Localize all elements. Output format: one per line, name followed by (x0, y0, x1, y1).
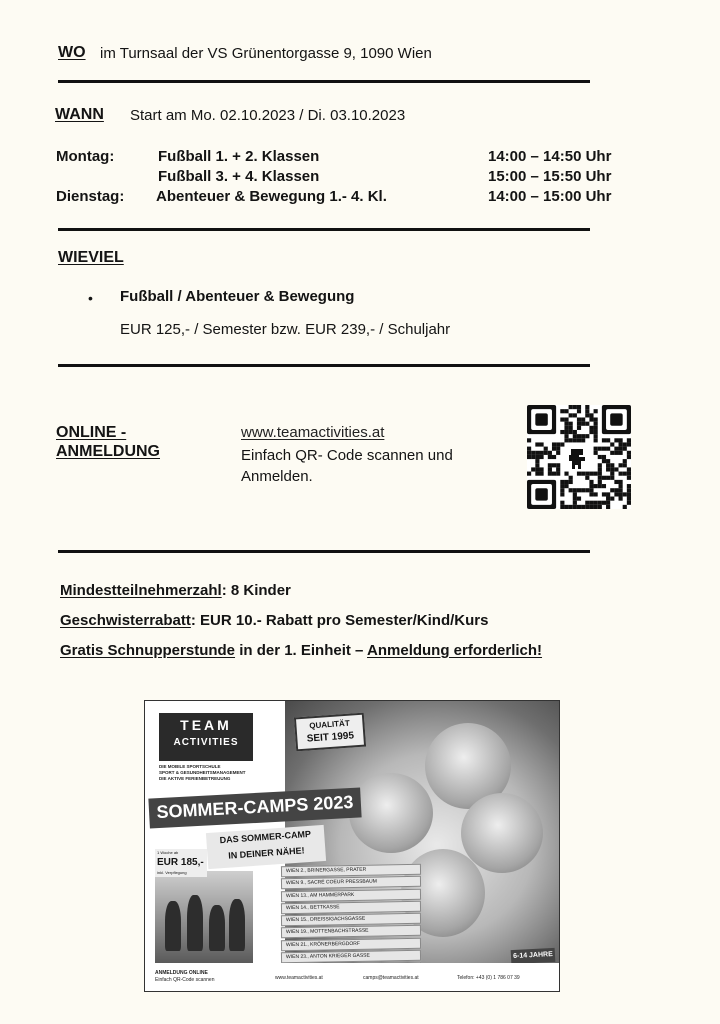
tagline: DIE MOBILE SPORTSCHULE (159, 764, 221, 769)
kid-figure (165, 901, 181, 951)
bullet-icon: • (88, 290, 93, 306)
min-participants-line (60, 582, 291, 599)
logo-text-team: TEAM (180, 717, 232, 733)
qr-code-icon[interactable] (527, 405, 631, 509)
registration-link[interactable]: www.teamactivities.at (241, 424, 385, 441)
sibling-discount-line (60, 612, 488, 629)
location-item: WIEN 21., KRÖNERBERGDORF (281, 938, 421, 951)
quality-badge (294, 713, 366, 752)
trial-lesson-line (60, 642, 542, 659)
footer-url: www.teamactivities.at (275, 975, 323, 981)
kid-figure (209, 905, 225, 951)
wo-location-text: im Turnsaal der VS Grünentorgasse 9, 1090 Wien (100, 45, 432, 62)
location-item: WIEN 23., ANTON KRIEGER GASSE (281, 950, 421, 963)
divider (58, 550, 590, 553)
wieviel-heading: WIEVIEL (58, 249, 124, 266)
price-text: EUR 125,- / Semester bzw. EUR 239,- / Schuljahr (120, 321, 451, 338)
footer-registration-sub: Einfach QR-Code scannen (155, 977, 215, 983)
schedule-day-monday: Montag: (56, 148, 115, 165)
schedule-course: Fußball 3. + 4. Klassen (158, 168, 320, 185)
quality-badge-line2: SEIT 1995 (306, 730, 355, 745)
registration-text: Einfach QR- Code scannen und Anmelden. (241, 447, 453, 485)
price-badge-small: 1 Woche ab (157, 850, 179, 855)
kid-figure (187, 895, 203, 951)
location-item: WIEN 2., BRINERGASSE, PRATER (281, 864, 421, 877)
online-heading-line2: ANMELDUNG (56, 443, 160, 460)
logo-text-activities: ACTIVITIES (173, 737, 239, 748)
tagline: DIE AKTIVE FERIENBETREUUNG (159, 776, 231, 781)
schedule-course: Abenteuer & Bewegung 1.- 4. Kl. (156, 188, 387, 205)
summer-camp-poster (144, 700, 560, 992)
qr-code-graphic (527, 405, 631, 509)
child-face (461, 793, 543, 873)
location-item: WIEN 9., SACRÉ COEUR PRESSBAUM (281, 876, 421, 889)
location-item: WIEN 13., AM HAMMERPARK (281, 888, 421, 901)
wann-start-text: Start am Mo. 02.10.2023 / Di. 03.10.2023 (130, 107, 406, 124)
min-participants-value: : 8 Kinder (221, 582, 291, 599)
price-title: Fußball / Abenteuer & Bewegung (120, 288, 355, 305)
schedule-day-tuesday: Dienstag: (56, 188, 125, 205)
schedule-course: Fußball 1. + 2. Klassen (158, 148, 320, 165)
min-participants-label: Mindestteilnehmerzahl (60, 582, 222, 599)
tagline: SPORT & GESUNDHEITSMANAGEMENT (159, 770, 246, 775)
divider (58, 80, 590, 83)
divider (58, 228, 590, 231)
trial-lesson-mid: in der 1. Einheit – (235, 642, 368, 659)
registration-required: Anmeldung erforderlich! (367, 642, 543, 659)
price-badge-value: EUR 185,- (157, 857, 204, 868)
price-badge-note: inkl. Verpflegung (157, 870, 187, 875)
trial-lesson-label: Gratis Schnupperstunde (60, 642, 236, 659)
poster-footer (145, 963, 560, 992)
footer-email: camps@teamactivities.at (363, 975, 419, 981)
kid-figure (229, 899, 245, 951)
schedule-time: 14:00 – 15:00 Uhr (488, 188, 612, 205)
wann-heading: WANN (55, 106, 104, 123)
location-list (281, 865, 421, 976)
child-face (349, 773, 433, 853)
price-badge (155, 849, 207, 877)
summer-camps-title: SOMMER-CAMPS 2023 (156, 791, 354, 823)
quality-badge-line1: QUALITÄT (308, 718, 350, 731)
schedule-time: 15:00 – 15:50 Uhr (488, 168, 612, 185)
age-badge: 6-14 JAHRE (511, 948, 556, 964)
location-item: WIEN 15., DREISSIGACHSGASSE (281, 913, 421, 926)
footer-phone: Telefon: +43 (0) 1 786 07 39 (457, 975, 520, 981)
near-you-line2: IN DEINER NÄHE! (227, 845, 305, 861)
wo-heading: WO (58, 44, 86, 61)
online-heading: ONLINE - (56, 424, 127, 441)
footer-registration: ANMELDUNG ONLINE (155, 970, 208, 976)
divider (58, 364, 590, 367)
location-item: WIEN 14., BETTKASSE (281, 901, 421, 914)
location-item: WIEN 19., MOTTENBACHSTRASSE (281, 925, 421, 938)
kids-group-photo (155, 871, 253, 963)
sibling-discount-label: Geschwisterrabatt (60, 612, 191, 629)
sibling-discount-value: : EUR 10.- Rabatt pro Semester/Kind/Kurs (190, 612, 489, 629)
schedule-time: 14:00 – 14:50 Uhr (488, 148, 612, 165)
near-you-line1: DAS SOMMER-CAMP (219, 828, 312, 846)
